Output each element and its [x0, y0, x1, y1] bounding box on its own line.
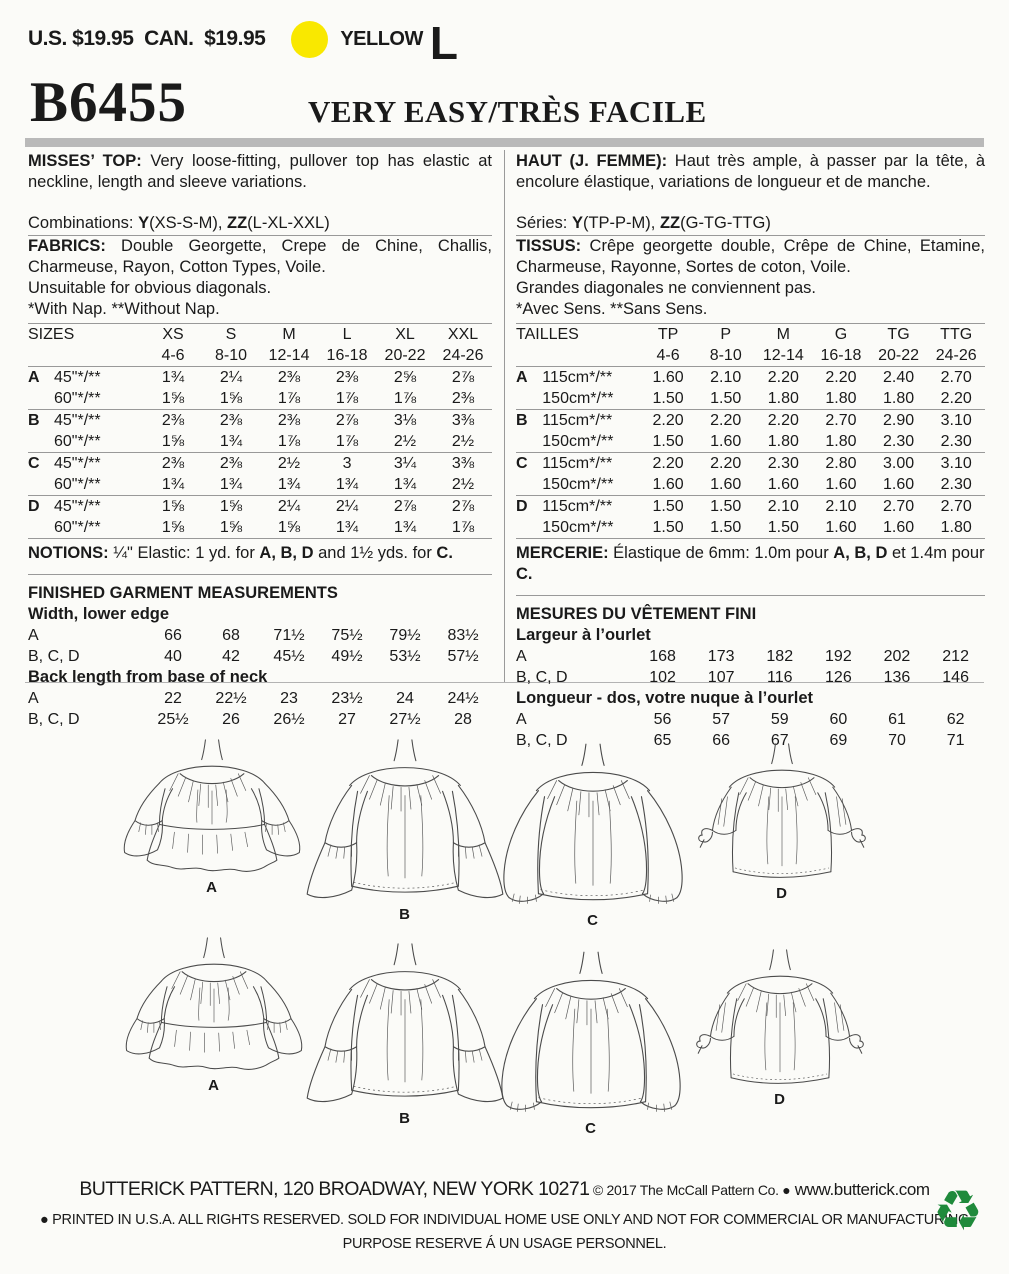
finished-measurements-title-en: FINISHED GARMENT MEASUREMENTS: [28, 584, 338, 602]
garment-b-back-illustration: [306, 942, 504, 1108]
size-letter: L: [429, 17, 458, 69]
garment-c-front-illustration: [492, 742, 694, 910]
finished-measurements-title-fr: MESURES DU VÊTEMENT FINI: [516, 605, 757, 623]
fabrics-line-en: FABRICS: Double Georgette, Crepe de Chine, Challis, Charmeuse, Rayon, Cotton Types, Voile.: [28, 237, 493, 276]
divider-band: [25, 138, 984, 147]
combinations-line-en: Combinations: Y(XS-S-M), ZZ(L-XL-XXL): [28, 213, 492, 236]
fabrics-line-fr: TISSUS: Crêpe georgette double, Crêpe de Chine, Etamine, Charmeuse, Rayonne, Sortes de coton, Voile.: [516, 237, 985, 276]
garment-d-front-illustration: [688, 742, 876, 883]
garment-d-front: [688, 742, 876, 902]
color-swatch-dot: [291, 21, 328, 58]
garment-c-back-label: C: [585, 1120, 597, 1137]
footer-rights-line: ● PRINTED IN U.S.A. ALL RIGHTS RESERVED. SOLD FOR INDIVIDUAL HOME USE ONLY AND NOT FOR COMMERCIAL OR MANUFACTURING: [39, 1212, 970, 1228]
footer-usage-line: PURPOSE RESERVE Á UN USAGE PERSONNEL.: [342, 1236, 667, 1252]
price-us: U.S. $19.95: [28, 27, 134, 50]
price-can: CAN. $19.95: [144, 27, 266, 50]
finished-measurements-table-fr: Largeur à l’ourlet A 168 173 182 192 202 212 B, C, D 102 107 116 126 136 146 Longueur - dos, votre nuque à l’ourlet A 56 57 59 60 61 62 B, C, D 65 66 67 69 70 71: [516, 626, 969, 749]
recycle-icon: ♻: [932, 1179, 983, 1244]
garment-description-fr: HAUT (J. FEMME): Haut très ample, à passer par la tête, à encolure élastique, variations de longueur et de manche.: [516, 152, 985, 191]
garment-a-label: A: [206, 879, 218, 896]
unsuitable-line-fr: Grandes diagonales ne conviennent pas.: [516, 279, 816, 297]
garment-b-back-label: B: [399, 1110, 411, 1127]
column-divider: [504, 150, 505, 682]
garment-c-label: C: [587, 912, 599, 929]
nap-note-en: *With Nap. **Without Nap.: [28, 300, 220, 318]
garment-c-back: [490, 950, 692, 1137]
pattern-number: B6455: [30, 71, 188, 134]
price-row: [28, 17, 458, 69]
notions-line-en: NOTIONS: ¼" Elastic: 1 yd. for A, B, D and 1½ yds. for C.: [28, 543, 492, 575]
garment-d-back: [686, 948, 874, 1108]
yardage-table-fr: TAILLES TP P M G TG TTG 4-6 8-10 12-14 16-18 20-22 24-26 A 115cm*/** 1.60 2.10 2.20 2.20 2.40 2.70 150cm*/** 1.50 1.50 1.80 1.80 1.80 2.20 B 115cm*/** 2.20 2.20 2.20 2.70 2.90 3.10 150cm*/** 1.50 1.60 1.80 1.80 2.30 2.30 C 115cm*/** 2.20 2.20 2.30 2.80 3.00 3.10 150cm*/** 1.60 1.60 1.60 1.60 1.60 2.30 D 115cm*/** 1.50 1.50 2.10 2.10 2.70 2.70 150cm*/** 1.50 1.50 1.50 1.60 1.60 1.80: [516, 323, 985, 539]
garment-a-front: [118, 738, 306, 896]
garment-d-label: D: [776, 885, 788, 902]
english-column: [28, 151, 492, 730]
garment-d-back-illustration: [686, 948, 874, 1089]
garment-a-front-illustration: [118, 738, 306, 877]
footer-address-line: BUTTERICK PATTERN, 120 BROADWAY, NEW YORK 10271 © 2017 The McCall Pattern Co. ● www.butterick.com: [79, 1178, 930, 1200]
garment-description-en: MISSES’ TOP: Very loose-fitting, pullover top has elastic at neckline, length and sleeve variations.: [28, 152, 492, 191]
garment-b-label: B: [399, 906, 411, 923]
garment-c-front: [492, 742, 694, 929]
french-column: [516, 151, 985, 751]
garment-d-back-label: D: [774, 1091, 786, 1108]
yardage-table-en: SIZES XS S M L XL XXL 4-6 8-10 12-14 16-18 20-22 24-26 A 45"*/** 1¾ 2¼ 2⅜ 2⅜ 2⅝ 2⅞ 60"*/** 1⅝ 1⅝ 1⅞ 1⅞ 1⅞ 2⅜ B 45"*/** 2⅜ 2⅜ 2⅜ 2⅞ 3⅛ 3⅜ 60"*/** 1⅝ 1¾ 1⅞ 1⅞ 2½ 2½ C 45"*/** 2⅜ 2⅜ 2½ 3 3¼ 3⅜ 60"*/** 1¾ 1¾ 1¾ 1¾ 1¾ 2½ D 45"*/** 1⅝ 1⅝ 2¼ 2¼ 2⅞ 2⅞ 60"*/** 1⅝ 1⅝ 1⅝ 1¾ 1¾ 1⅞: [28, 323, 492, 539]
garment-a-back: [120, 936, 308, 1094]
garment-a-back-label: A: [208, 1077, 220, 1094]
color-name-label: YELLOW: [340, 27, 423, 50]
garment-b-front-illustration: [306, 738, 504, 904]
price-spacer: [133, 27, 144, 51]
difficulty-banner: VERY EASY/TRÈS FACILE: [308, 94, 707, 129]
notions-line-fr: MERCERIE: Élastique de 6mm: 1.0m pour A, B, D et 1.4m pour C.: [516, 543, 985, 596]
nap-note-fr: *Avec Sens. **Sans Sens.: [516, 300, 708, 318]
garment-c-back-illustration: [490, 950, 692, 1118]
unsuitable-line-en: Unsuitable for obvious diagonals.: [28, 279, 272, 297]
garment-b-front: [306, 738, 504, 923]
garment-a-back-illustration: [120, 936, 308, 1075]
finished-measurements-table-en: Width, lower edge A 66 68 71½ 75½ 79½ 83½ B, C, D 40 42 45½ 49½ 53½ 57½ Back length from base of neck A 22 22½ 23 23½ 24 24½ B, C, D 25½ 26 26½ 27 27½ 28: [28, 605, 479, 728]
garment-b-back: [306, 942, 504, 1127]
combinations-line-fr: Séries: Y(TP-P-M), ZZ(G-TG-TTG): [516, 213, 985, 236]
